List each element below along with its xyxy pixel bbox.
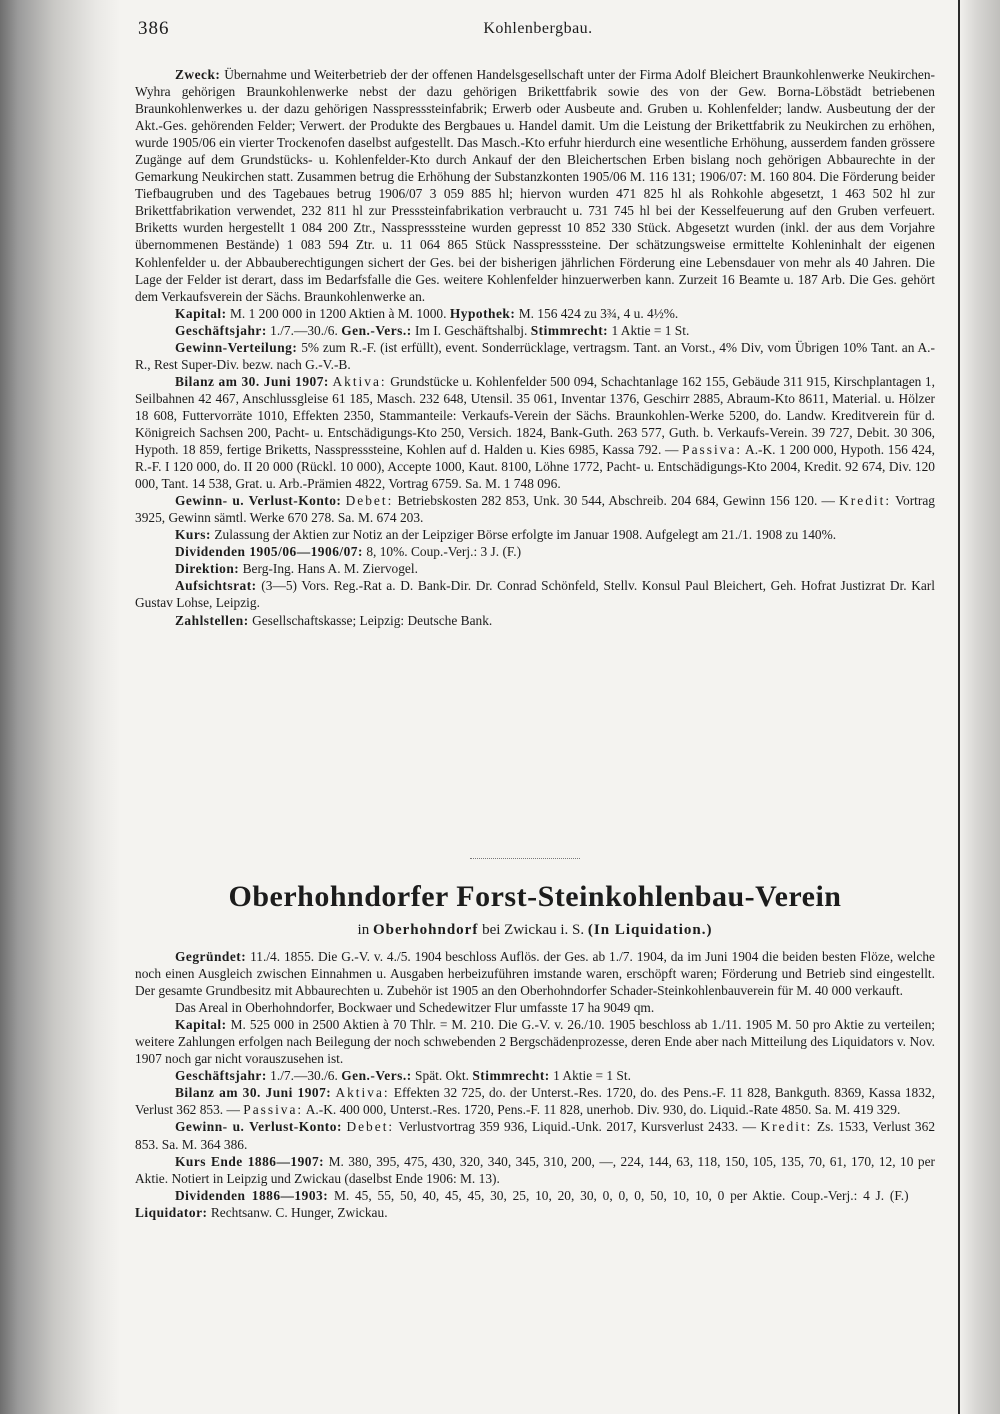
zahlstellen-label: Zahlstellen: bbox=[175, 612, 249, 628]
stimmrecht2-text: 1 Aktie = 1 St. bbox=[553, 1068, 631, 1084]
bilanz-label: Bilanz am 30. Juni 1907: bbox=[175, 373, 329, 389]
stimmrecht2-label: Stimmrecht: bbox=[472, 1068, 550, 1084]
direktion-text: Berg-Ing. Hans A. M. Ziervogel. bbox=[242, 561, 418, 577]
gegruendet-paragraph bbox=[135, 948, 935, 999]
dividenden2-paragraph bbox=[135, 1187, 935, 1221]
subtitle-in: in bbox=[357, 922, 370, 938]
geschaeftsjahr-text: 1./7.—30./6. bbox=[270, 322, 338, 338]
page-header bbox=[138, 18, 938, 44]
kurs-paragraph bbox=[135, 526, 935, 543]
genvers2-label: Gen.-Vers.: bbox=[341, 1068, 412, 1084]
geschaeftsjahr2-paragraph bbox=[135, 1067, 935, 1084]
gegruendet-text: 11./4. 1855. Die G.-V. v. 4./5. 1904 beschloss Auflös. der Ges. ab 1./7. 1904, da im Juni 1904 die beiden besten Flöze, welche noch einen Ausgleich zwischen Einnahmen u. Ausgaben herbeizuführen imstande waren, erschöpft waren; Förderung und Betrieb sind eingestellt. Der gesamte Grundbesitz mit Abbaurechten u. Zubehör ist 1905 an den Oberhohndorfer Schader-Steinkohlenbauverein für M. 40 000 verkauft. bbox=[135, 949, 935, 999]
running-title: Kohlenbergbau. bbox=[483, 20, 593, 37]
dividenden-label: Dividenden 1905/06—1906/07: bbox=[175, 544, 363, 560]
zahlstellen-text: Gesellschaftskasse; Leipzig: Deutsche Bank. bbox=[252, 612, 493, 628]
kapital-paragraph bbox=[135, 305, 935, 322]
stimmrecht-label: Stimmrecht: bbox=[530, 322, 609, 338]
zahlstellen-paragraph bbox=[135, 612, 935, 629]
liquidator-label: Liquidator: bbox=[135, 1204, 208, 1220]
dividenden-text: 8, 10%. Coup.-Verj.: 3 J. (F.) bbox=[366, 544, 522, 560]
zweck-label: Zweck: bbox=[175, 67, 221, 82]
kapital2-text: M. 525 000 in 2500 Aktien à 70 Thlr. = M. 210. Die G.-V. v. 26./10. 1905 beschloss ab 1./11. 1905 M. 50 pro Aktie zu verteilen; weitere Zahlungen erfolgen nach Beilegung der noch schwebenden 2 Bergschädenprozesse, deren Ende aber nach Mitteilung des Liquidators v. Nov. 1907 noch gar nicht vorauszusehen ist. bbox=[135, 1017, 935, 1067]
kredit2-text: Zs. 1533, Verlust 362 853. Sa. M. 364 386. bbox=[135, 1119, 936, 1152]
company2-subtitle bbox=[135, 922, 935, 939]
bilanz2-label: Bilanz am 30. Juni 1907: bbox=[175, 1085, 332, 1101]
bilanz2-paragraph bbox=[135, 1084, 935, 1118]
hypothek-text: M. 156 424 zu 3¾, 4 u. 4½%. bbox=[518, 305, 679, 321]
areal-paragraph bbox=[135, 999, 935, 1016]
kredit-label: Kredit: bbox=[839, 493, 892, 509]
debet2-text: Verlustvortrag 359 936, Liquid.-Unk. 2017, Kursverlust 2433. — bbox=[398, 1119, 756, 1135]
areal-text: Das Areal in Oberhohndorfer, Bockwaer und Schedewitzer Flur umfasste 17 ha 9049 qm. bbox=[175, 1000, 655, 1016]
aufsichtsrat-text: (3—5) Vors. Reg.-Rat a. D. Bank-Dir. Dr. Conrad Schönfeld, Stellv. Konsul Paul Bleichert, Geh. Hofrat Justizrat Dr. Karl Gustav Lohse, Leipzig. bbox=[135, 578, 935, 611]
geschaeftsjahr-label: Geschäftsjahr: bbox=[175, 322, 267, 338]
kredit2-label: Kredit: bbox=[760, 1119, 813, 1135]
gewinnverteilung-label: Gewinn-Verteilung: bbox=[175, 339, 298, 355]
guv2-label: Gewinn- u. Verlust-Konto: bbox=[175, 1119, 342, 1135]
geschaeftsjahr2-text: 1./7.—30./6. bbox=[270, 1068, 338, 1084]
aufsichtsrat-label: Aufsichtsrat: bbox=[175, 578, 257, 594]
genvers2-text: Spät. Okt. bbox=[415, 1068, 469, 1084]
aufsichtsrat-paragraph bbox=[135, 577, 935, 611]
aktiva-text: Grundstücke u. Kohlenfelder 500 094, Schachtanlage 162 155, Gebäude 311 915, Kirschplantagen 1, Seilbahnen 42 467, Anschlussgleise 61 185, Masch. 232 648, Utensil. 35 061, Inventar 1376, Geschirr 2885, Abraum-Kto 8611, Material. u. Hölzer 18 608, Futtervorräte 1010, Effekten 2350, Stammanteile: Verkaufs-Verein der Sächs. Braunkohlen-Werke 5200, do. Landw. Kreditverein für d. Königreich Sachsen 200, Pacht- u. Entschädigungs-Kto 250, Versich. 1824, Bank-Guth. 263 577, Guth. b. Verkaufs-Verein. 39 727, Debit. 30 306, Hypoth. 18 859, fertige Briketts, Nasspresssteine, Kohlen auf d. Halden u. Kies 6985, Kassa 792. — bbox=[135, 373, 935, 458]
book-binding-shadow bbox=[0, 0, 120, 1414]
company2-title: Oberhohndorfer Forst-Steinkohlenbau-Verein bbox=[228, 880, 842, 913]
kurs-text: Zulassung der Aktien zur Notiz an der Leipziger Börse erfolgte im Januar 1908. Aufgelegt am 21./1. 1908 zu 140%. bbox=[214, 527, 837, 543]
aktiva2-text: Effekten 32 725, do. der Unterst.-Res. 1720, do. des Pens.-F. 11 828, Bankguth. 8369, Kassa 1832, Verlust 362 853. — bbox=[135, 1085, 935, 1118]
liquidator-text: Rechtsanw. C. Hunger, Zwickau. bbox=[210, 1204, 388, 1220]
subtitle-status: (In Liquidation.) bbox=[587, 922, 713, 938]
subtitle-place: Oberhohndorf bbox=[372, 922, 479, 938]
kapital2-label: Kapital: bbox=[175, 1017, 227, 1033]
zweck-paragraph bbox=[135, 66, 935, 305]
kurs-label: Kurs: bbox=[175, 527, 211, 543]
guv-label: Gewinn- u. Verlust-Konto: bbox=[175, 493, 342, 509]
passiva2-text: A.-K. 400 000, Unterst.-Res. 1720, Pens.-F. 11 828, unerhob. Div. 930, do. Liquid.-Rate 4850. Sa. M. 419 329. bbox=[305, 1102, 901, 1118]
geschaeftsjahr-paragraph bbox=[135, 322, 935, 339]
passiva-text: A.-K. 1 200 000, Hypoth. 156 424, R.-F. I 120 000, do. II 20 000 (Rückl. 10 000), Accepte 1000, Kaut. 8100, Löhne 1772, Pacht- u. Entschädigungs-Kto 2004, Kredit. 92 674, Div. 120 000, Tant. 14 538, Grat. u. Arb.-Prämien 4822, Vortrag 6759. Sa. M. 1 748 096. bbox=[135, 442, 935, 492]
geschaeftsjahr2-label: Geschäftsjahr: bbox=[175, 1068, 267, 1084]
gegruendet-label: Gegründet: bbox=[175, 949, 247, 964]
kurs2-label: Kurs Ende 1886—1907: bbox=[175, 1153, 325, 1169]
gewinnverteilung-paragraph bbox=[135, 339, 935, 373]
passiva-label: Passiva: bbox=[682, 442, 743, 458]
kurs2-text: M. 380, 395, 475, 430, 320, 340, 345, 310, 200, —, 224, 144, 63, 118, 150, 105, 135, 70, 61, 170, 12, 10 per Aktie. Notiert in Leipzig und Zwickau (daselbst Ende 1906: M. 13). bbox=[135, 1153, 935, 1186]
passiva2-label: Passiva: bbox=[243, 1102, 304, 1118]
aktiva-label: Aktiva: bbox=[332, 373, 387, 389]
zweck-text: Übernahme und Weiterbetrieb der der offenen Handelsgesellschaft unter der Firma Adolf Bleichert Braunkohlenwerke Neukirchen-Wyhra gehörigen Braunkohlenwerke nebst der dazu gehörigen Brikettfabrik sowie des von der Gew. Borna-Löbstädt betriebenen Braunkohlenwerkes u. der dazu gehörigen Nasspresssteinfabrik; Erwerb oder Ausbeute and. Gruben u. Kohlenfelder; landw. Ausbeutung der der Akt.-Ges. gehörenden Felder; Verwert. der Produkte des Bergbaues u. Handel damit. Um die Leistung der Brikettfabrik zu Neukirchen zu erhöhen, wurde 1905/06 ein vierter Trockenofen daselbst aufgestellt. Das Masch.-Kto erfuhr hierdurch eine wesentliche Erhöhung, ausserdem fanden grössere Zugänge auf dem Grundstücks- u. Kohlenfelder-Kto durch Ankauf der den Bleichertschen Erben bislang noch gehörigen Abbaurechte in der Gemarkung Neukirchen statt. Zusammen betrug die Erhöhung der Substanzkonten 1905/06 M. 116 131; 1906/07: M. 160 804. Die Förderung beider Tiefbaugruben und des Tagebaues betrug 1906/07 3 059 885 hl; hiervon wurden 471 825 hl als Rohkohle abgesetzt, 1 463 502 hl zur Brikettfabrikation verwendet, 232 811 hl zur Presssteinfabrikation verbraucht u. 731 745 hl bei der Kesselfeuerung auf den Gruben verfeuert. Briketts wurden hergestellt 1 084 200 Ztr., Nasspresssteine wurden gepresst 10 852 330 Stück. Abgesetzt wurden (inkl. der aus dem Vorjahre übernommenen Bestände) 1 083 594 Ztr. u. 11 064 865 Stück Nasspresssteine. Der schätzungsweise ermittelte Kohleninhalt der eigenen Kohlenfelder u. der Abbauberechtigungen sichert der Ges. bei der bisherigen jährlichen Förderung eine Lebensdauer von mehr als 40 Jahren. Die Lage der Felder ist derart, dass im Bedarfsfalle die Ges. weitere Kohlenfelder hinzuerwerben kann. Zurzeit 16 Beamte u. 187 Arb. Die Ges. gehört dem Verkaufsverein der Sächs. Braunkohlenwerke an. bbox=[135, 67, 935, 304]
genvers-text: Im I. Geschäftshalbj. bbox=[415, 322, 528, 338]
debet-label: Debet: bbox=[345, 493, 394, 509]
hypothek-label: Hypothek: bbox=[449, 305, 516, 321]
guv-paragraph bbox=[135, 492, 935, 526]
kurs2-paragraph bbox=[135, 1153, 935, 1187]
dividenden2-text: M. 45, 55, 50, 40, 45, 45, 30, 25, 10, 20, 30, 0, 0, 0, 50, 10, 10, 0 per Aktie. Coup.-Verj.: 4 J. (F.) bbox=[333, 1187, 909, 1203]
gewinnverteilung-text: 5% zum R.-F. (ist erfüllt), event. Sonderrücklage, vertragsm. Tant. an Vorst., 4% Div, vom Übrigen 10% Tant. an A.-R., Rest Super-Div. bezw. nach G.-V.-B. bbox=[135, 339, 935, 372]
kapital-text: M. 1 200 000 in 1200 Aktien à M. 1000. bbox=[229, 305, 447, 321]
bilanz-paragraph bbox=[135, 373, 935, 492]
section-divider bbox=[470, 858, 580, 859]
debet2-label: Debet: bbox=[346, 1119, 395, 1135]
dividenden-paragraph bbox=[135, 543, 935, 560]
company2-entry bbox=[135, 948, 935, 1221]
stimmrecht-text: 1 Aktie = 1 St. bbox=[611, 322, 690, 338]
direktion-paragraph bbox=[135, 560, 935, 577]
company1-entry bbox=[135, 66, 935, 629]
debet-text: Betriebskosten 282 853, Unk. 30 544, Abschreib. 204 684, Gewinn 156 120. — bbox=[397, 493, 835, 509]
facing-page-edge bbox=[960, 0, 1000, 1414]
kapital-label: Kapital: bbox=[175, 305, 227, 321]
direktion-label: Direktion: bbox=[175, 561, 240, 577]
genvers-label: Gen.-Vers.: bbox=[341, 322, 412, 338]
guv2-paragraph bbox=[135, 1118, 935, 1152]
dividenden2-label: Dividenden 1886—1903: bbox=[175, 1187, 329, 1203]
subtitle-rest: bei Zwickau i. S. bbox=[482, 922, 585, 938]
aktiva2-label: Aktiva: bbox=[335, 1085, 390, 1101]
page-number: 386 bbox=[138, 18, 170, 39]
kapital2-paragraph bbox=[135, 1016, 935, 1067]
kredit-text: Vortrag 3925, Gewinn sämtl. Werke 670 278. Sa. M. 674 203. bbox=[135, 493, 935, 526]
